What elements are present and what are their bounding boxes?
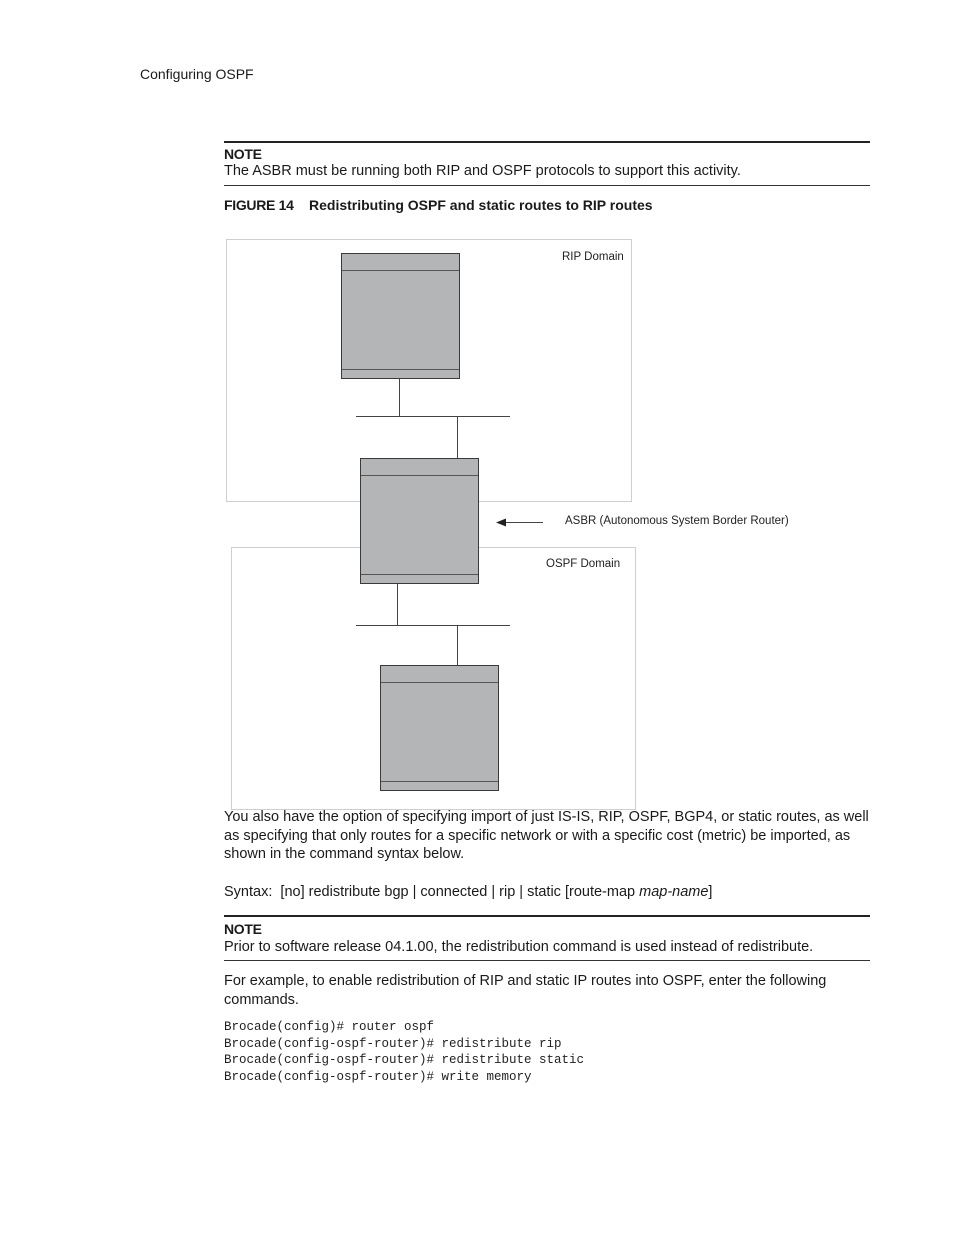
paragraph-import-options: You also have the option of specifying import of just IS-IS, RIP, OSPF, BGP4, or static routes, as well as specifying that only routes for a specific network or with a specific cost (metric) be imported, as shown in the command syntax below. [224, 809, 869, 862]
figure-title: Redistributing OSPF and static routes to RIP routes [309, 197, 653, 213]
asbr-rip-link [457, 416, 458, 458]
asbr-label: ASBR (Autonomous System Border Router) [565, 515, 789, 527]
code-block [224, 1019, 584, 1085]
syntax-line [224, 883, 712, 902]
note-bottom-rule [224, 960, 870, 961]
paragraph-example: For example, to enable redistribution of RIP and static IP routes into OSPF, enter the following commands. [224, 973, 827, 1008]
note-command-redistribute: redistribute [737, 939, 810, 955]
router-top-bar [342, 270, 459, 271]
asbr-arrow-line [500, 522, 543, 523]
figure-number: FIGURE 14 [224, 197, 294, 213]
note-command-redistribution: redistribution [465, 939, 549, 955]
syntax-parameter: map-name [639, 884, 709, 900]
note-label: NOTE [224, 146, 262, 162]
asbr-ospf-link [397, 584, 398, 625]
ospf-router [380, 665, 499, 791]
running-header: Configuring OSPF [140, 66, 254, 82]
note-text [224, 938, 870, 957]
note-text-post: . [809, 939, 814, 955]
ospf-network-segment [356, 625, 510, 626]
note-top-rule [224, 915, 870, 917]
code-line: Brocade(config-ospf-router)# redistribute rip [224, 1036, 562, 1051]
asbr-router [360, 458, 479, 584]
arrow-left-icon [496, 518, 506, 527]
ospf-router-link [457, 625, 458, 666]
note-text-mid: command is used instead of [548, 939, 738, 955]
syntax-label: Syntax: [224, 884, 273, 900]
note-label: NOTE [224, 921, 262, 937]
note-text-pre: Prior to software release 04.1.00, the [224, 939, 466, 955]
code-line: Brocade(config)# router ospf [224, 1020, 435, 1034]
rip-network-segment [356, 416, 510, 417]
code-line: Brocade(config-ospf-router)# redistribute static [224, 1053, 585, 1067]
ospf-domain-label: OSPF Domain [546, 558, 621, 570]
rip-domain-label: RIP Domain [562, 251, 624, 263]
router-bottom-bar [381, 781, 498, 782]
note-text: The ASBR must be running both RIP and OSPF protocols to support this activity. [224, 163, 741, 179]
code-line: Brocade(config-ospf-router)# write memory [224, 1069, 532, 1084]
router-top-bar [381, 682, 498, 683]
rip-router-link [399, 379, 400, 416]
rip-router [341, 253, 460, 379]
router-top-bar [361, 475, 478, 476]
note-bottom-rule [224, 185, 870, 186]
router-bottom-bar [361, 574, 478, 575]
router-bottom-bar [342, 369, 459, 370]
syntax-close-bracket: ] [708, 884, 713, 900]
syntax-command: [no] redistribute bgp | connected | rip | static [route-map [280, 884, 636, 900]
note-top-rule [224, 141, 870, 143]
